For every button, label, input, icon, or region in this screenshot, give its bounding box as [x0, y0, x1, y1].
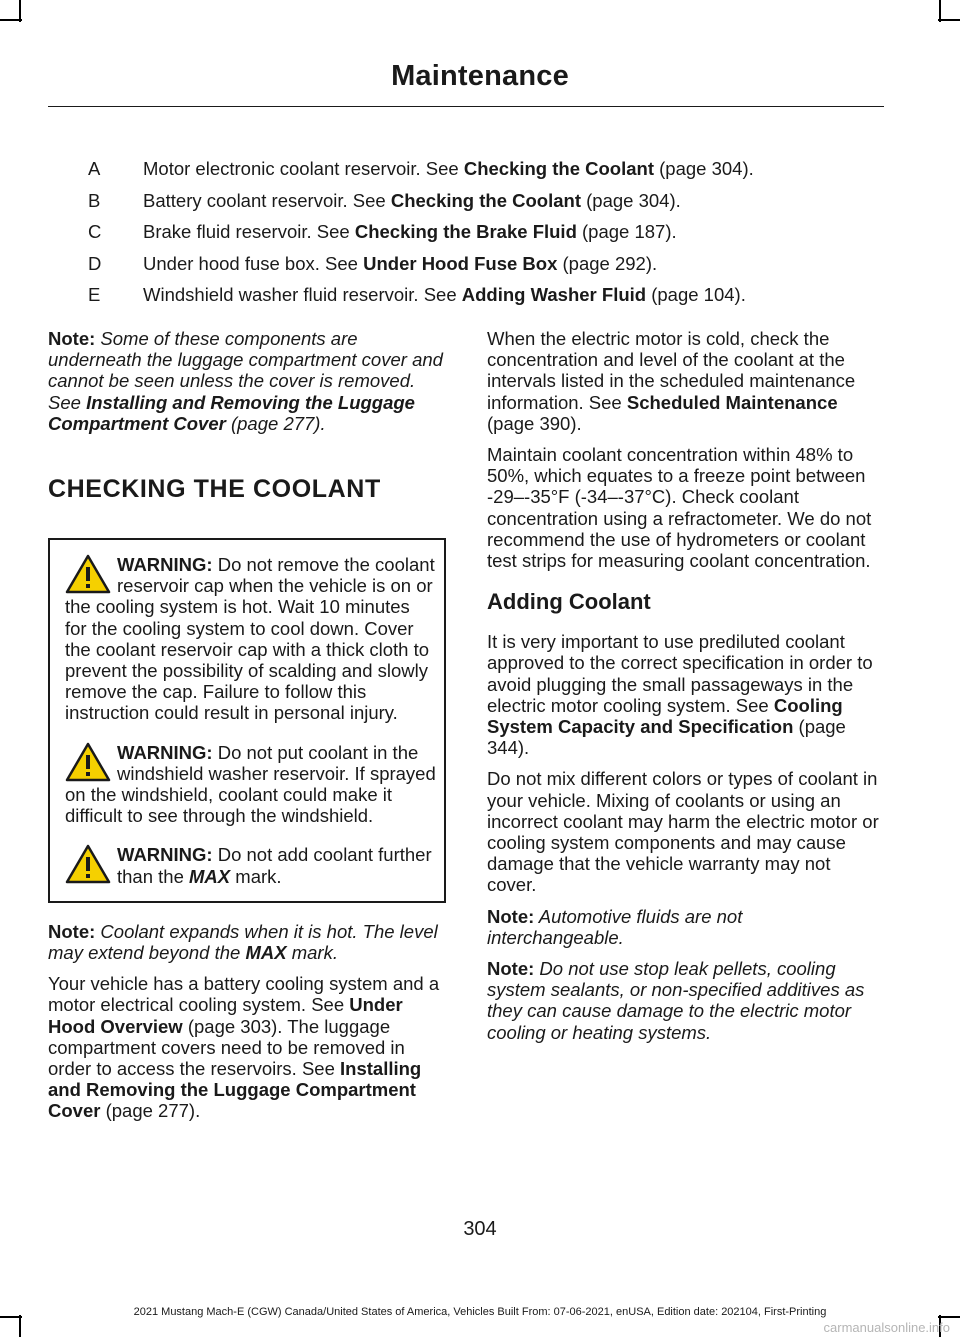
section-title: CHECKING THE COOLANT [48, 475, 381, 504]
note-paragraph [48, 921, 446, 963]
warning-label: WARNING: [117, 844, 213, 866]
body-text: (page 344). [487, 716, 846, 759]
max-mark: MAX [245, 942, 287, 964]
key-page: (page 187). [576, 221, 677, 242]
key-item [48, 248, 888, 280]
body-text: Your vehicle has a battery cooling system and a motor electrical cooling system. See [48, 973, 440, 1016]
body-text: (page 303). The luggage compartment covers need to be removed in order to access the reservoirs. See [48, 1015, 405, 1080]
key-letter: C [88, 221, 102, 242]
body-text: (page 390). [487, 412, 582, 434]
note-label: Note: [48, 920, 96, 942]
key-ref-link[interactable]: Under Hood Fuse Box [363, 252, 558, 274]
body-paragraph [48, 973, 446, 1121]
key-letter: D [88, 252, 102, 274]
key-letter: E [88, 284, 101, 305]
warning-label: WARNING: [117, 554, 213, 576]
page-title: Maintenance [391, 60, 569, 92]
key-item [48, 279, 888, 311]
warning-triangle-icon [65, 742, 111, 782]
warning-text: Do not add coolant further than the [117, 844, 432, 887]
key-item [48, 216, 888, 248]
note-text: Automotive fluids are not interchangeable. [487, 905, 743, 948]
warning-text: Do not remove the coolant reservoir cap when the vehicle is on or the cooling system is hot. Wait 10 minutes for the cooling system to cool down. Cover the coolant reservoir cap with a thick cloth to prevent the possibility of scalding and slowly remove the cap. Failure to follow this instruction could result in personal injury. [65, 554, 435, 724]
warning-text-end: mark. [230, 865, 282, 887]
key-page: (page 304). [653, 158, 754, 179]
warning-triangle-icon [65, 844, 111, 884]
warning-box [48, 538, 446, 903]
note-paragraph [487, 906, 884, 948]
right-column [487, 328, 884, 1053]
crop-mark [19, 1315, 21, 1337]
warning-item [65, 844, 436, 886]
left-column [48, 328, 446, 1132]
key-text: Battery coolant reservoir. See [143, 189, 391, 211]
key-item [48, 185, 888, 217]
ref-link-scheduled-maintenance[interactable]: Scheduled Maintenance [626, 391, 838, 413]
note-text: Do not use stop leak pellets, cooling system sealants, or non-specified additives as they can cause damage to the electric motor cooling or heating systems. [487, 958, 865, 1043]
warning-text: Do not put coolant in the windshield washer reservoir. If sprayed on the windshield, coolant could make it difficult to see through the windshield. [65, 741, 436, 827]
header-divider [48, 106, 884, 107]
key-ref-link[interactable]: Checking the Coolant [463, 158, 654, 179]
key-ref-link[interactable]: Checking the Brake Fluid [354, 221, 577, 242]
subsection-title: Adding Coolant [487, 589, 651, 615]
warning-item [65, 554, 436, 724]
note-page: (page 277). [225, 412, 326, 434]
max-mark: MAX [189, 865, 231, 887]
note-label: Note: [48, 328, 96, 349]
key-list [48, 153, 888, 311]
body-paragraph [487, 328, 884, 434]
body-paragraph [487, 631, 884, 758]
body-paragraph: Do not mix different colors or types of coolant in your vehicle. Mixing of coolants or using an incorrect coolant may harm the electric motor or cooling system components and may cause damage that the vehicle warranty may not cover. [487, 768, 879, 896]
key-letter: B [88, 189, 101, 211]
note-text: Some of these components are underneath the luggage compartment cover and cannot be seen unless the cover is removed. See [48, 328, 443, 413]
key-text: Motor electronic coolant reservoir. See [143, 158, 464, 179]
body-paragraph: Maintain coolant concentration within 48% to 50%, which equates to a freeze point between -29–-35°F (-34–-37°C). Check coolant concentration using a refractometer. We do not recommend the use of hydrometers or coolant test strips for measuring coolant concentration. [487, 444, 872, 572]
note-paragraph [487, 958, 884, 1043]
ref-link-under-hood-overview[interactable]: Under Hood Overview [48, 994, 403, 1037]
key-letter: A [88, 158, 101, 179]
page-number: 304 [463, 1218, 497, 1240]
ref-link-luggage-cover[interactable]: Installing and Removing the Luggage Compartment Cover [48, 1058, 422, 1122]
body-text: (page 277). [100, 1100, 201, 1122]
key-ref-link[interactable]: Checking the Coolant [390, 189, 581, 211]
note-label: Note: [487, 958, 535, 980]
key-page: (page 292). [557, 252, 658, 274]
crop-mark [938, 19, 960, 21]
body-text: It is very important to use prediluted coolant approved to the correct specification in order to avoid plugging the small passageways in the electric motor cooling system. See [487, 631, 873, 716]
warning-triangle-icon [65, 554, 111, 594]
key-text: Windshield washer fluid reservoir. See [143, 284, 462, 305]
key-ref-link[interactable]: Adding Washer Fluid [461, 284, 647, 305]
body-text: When the electric motor is cold, check the concentration and level of the coolant at the intervals listed in the scheduled maintenance information. See [487, 328, 856, 413]
ref-link-cooling-system-capacity[interactable]: Cooling System Capacity and Specification [487, 694, 843, 738]
key-item [48, 153, 888, 185]
note-text: Coolant expands when it is hot. The level may extend beyond the [48, 920, 438, 964]
key-text: Brake fluid reservoir. See [143, 221, 355, 242]
key-page: (page 304). [580, 189, 681, 211]
note-paragraph [48, 328, 446, 434]
note-label: Note: [487, 905, 535, 927]
crop-mark [0, 19, 22, 21]
warning-label: WARNING: [117, 741, 213, 763]
warning-item [65, 742, 436, 827]
key-page: (page 104). [646, 284, 746, 305]
footer-edition-line: 2021 Mustang Mach-E (CGW) Canada/United States of America, Vehicles Built From: 07-06-2021, enUSA, Edition date: 202104, First-Printing [133, 1306, 827, 1318]
note-ref-link[interactable]: Installing and Removing the Luggage Compartment Cover [48, 391, 415, 434]
key-text: Under hood fuse box. See [143, 252, 364, 274]
watermark: carmanualsonline.info [823, 1320, 950, 1335]
note-text-end: mark. [286, 942, 338, 964]
